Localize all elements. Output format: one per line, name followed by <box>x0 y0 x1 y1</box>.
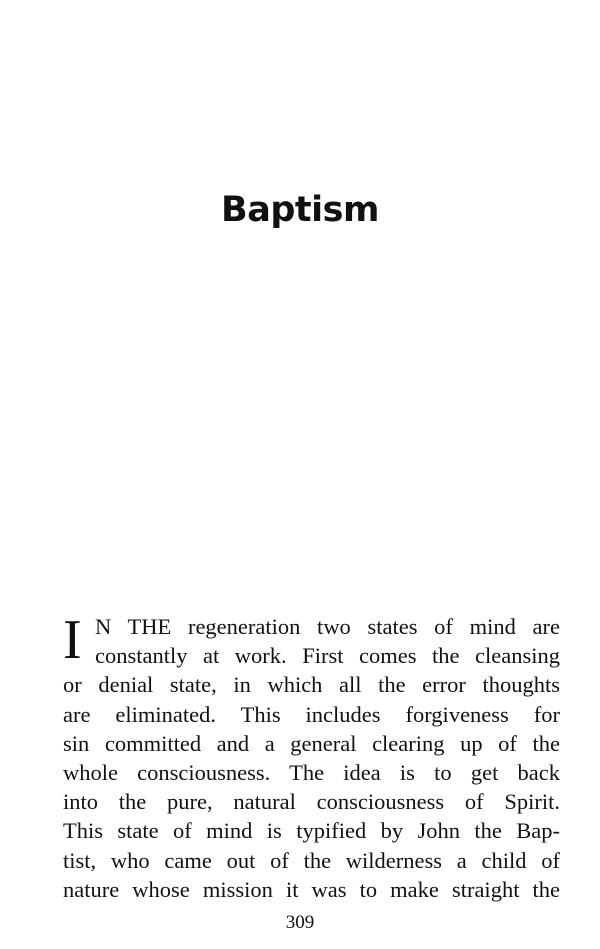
text-line: tist, who came out of the wilderness a child of <box>63 847 560 873</box>
text-line: N THE regeneration two states of mind are <box>95 614 560 639</box>
text-line: are eliminated. This includes forgiveness for <box>63 701 560 727</box>
chapter-body-text <box>63 609 560 904</box>
text-line: This state of mind is typified by John the Bap- <box>63 818 560 844</box>
text-line: into the pure, natural consciousness of Spirit. <box>63 789 560 815</box>
text-line: whole consciousness. The idea is to get back <box>63 759 560 785</box>
chapter-title: Baptism <box>221 190 379 230</box>
text-line: sin committed and a general clearing up of the <box>63 730 560 756</box>
text-line: nature whose mission it was to make straight the <box>63 876 560 902</box>
drop-cap: I <box>63 609 82 671</box>
page-number: 309 <box>285 912 315 933</box>
text-line: or denial state, in which all the error thoughts <box>63 672 560 698</box>
text-line: constantly at work. First comes the cleansing <box>95 643 560 669</box>
